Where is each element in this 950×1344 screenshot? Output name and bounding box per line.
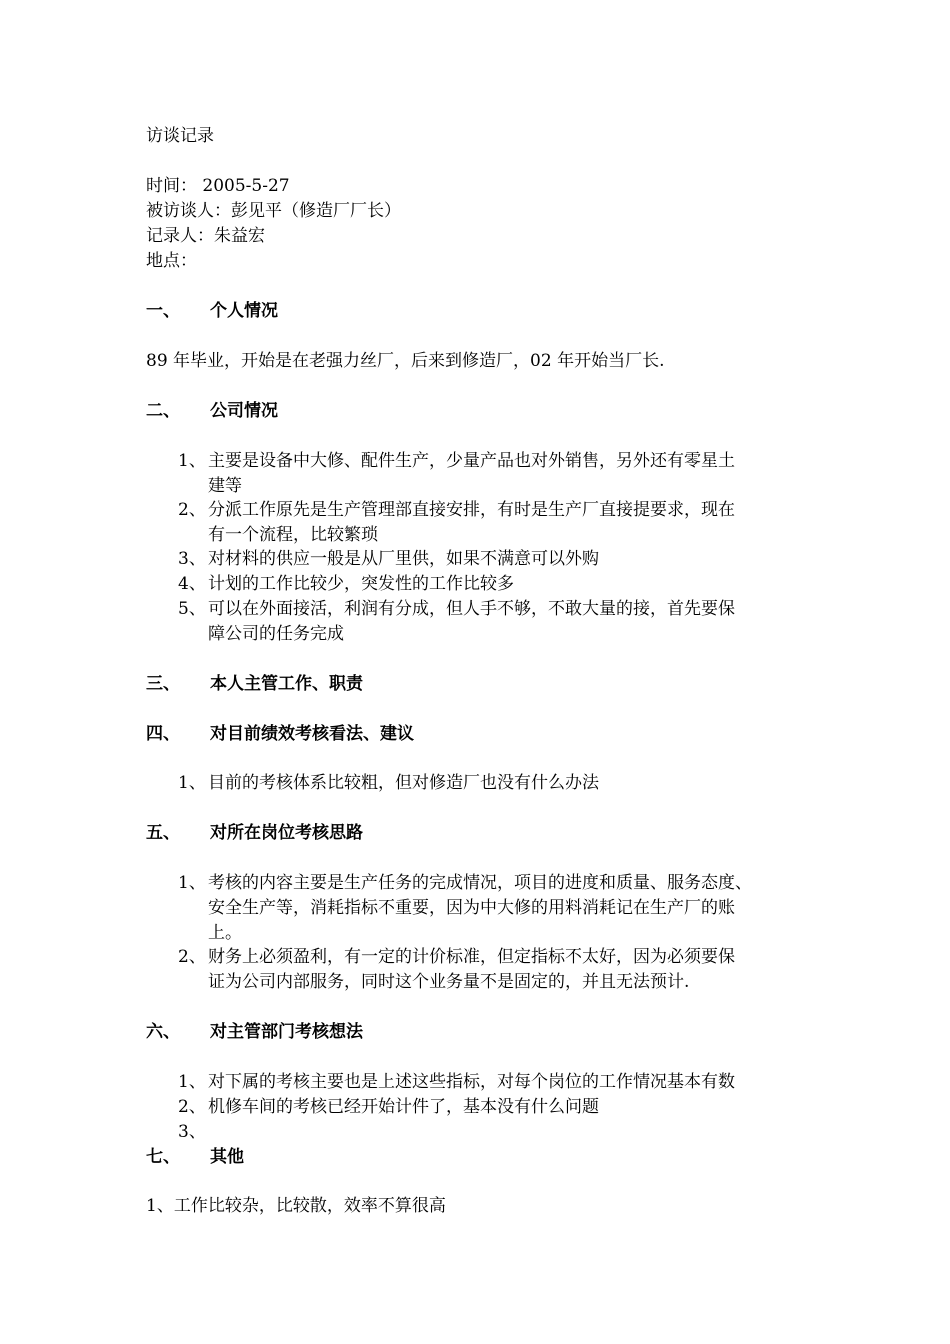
section-1-text: 89 年毕业，开始是在老强力丝厂，后来到修造厂，02 年开始当厂长. [146,351,665,371]
meta-interviewee: 被访谈人：彭见平（修造厂厂长） [146,201,401,221]
list-line: 主要是设备中大修、配件生产，少量产品也对外销售，另外还有零星土 [208,451,735,471]
section-title: 公司情况 [210,401,278,421]
list-line: 对下属的考核主要也是上述这些指标，对每个岗位的工作情况基本有数 [208,1072,735,1092]
list-line: 对材料的供应一般是从厂里供，如果不满意可以外购 [208,549,599,569]
list-item [178,871,828,946]
list-line: 证为公司内部服务，同时这个业务量不是固定的，并且无法预计. [208,972,690,992]
section-number: 六、 [146,1022,180,1042]
list-line: 目前的考核体系比较粗，但对修造厂也没有什么办法 [208,773,599,793]
list-line: 安全生产等，消耗指标不重要，因为中大修的用料消耗记在生产厂的账 [208,898,735,918]
section-title: 个人情况 [210,301,278,321]
section-number: 一、 [146,301,180,321]
list-number: 1、 [178,773,206,793]
section-heading-6 [146,1020,363,1045]
section-title: 对主管部门考核想法 [210,1022,363,1042]
section-title: 对所在岗位考核思路 [210,823,363,843]
list-item [178,547,828,572]
meta-location: 地点： [146,251,197,271]
section-heading-1 [146,299,278,324]
section-title: 本人主管工作、职责 [210,674,363,694]
list-number: 3、 [178,549,206,569]
list-number: 2、 [178,500,206,520]
list-line: 财务上必须盈利，有一定的计价标准，但定指标不太好，因为必须要保 [208,947,735,967]
section-number: 七、 [146,1147,180,1167]
list-item [178,945,828,995]
list-item [178,1070,828,1095]
list-line: 可以在外面接活，利润有分成，但人手不够，不敢大量的接，首先要保 [208,599,735,619]
list-number: 2、 [178,1097,206,1117]
list-line: 障公司的任务完成 [208,624,344,644]
document-title: 访谈记录 [146,126,214,146]
list-number: 2、 [178,947,206,967]
list-number: 1、 [178,873,206,893]
section-number: 五、 [146,823,180,843]
list-item [178,1095,828,1120]
list-item [178,449,828,499]
section-number: 二、 [146,401,180,421]
section-number: 三、 [146,674,180,694]
section-7-text: 1、工作比较杂，比较散，效率不算很高 [146,1196,446,1216]
list-line: 机修车间的考核已经开始计件了，基本没有什么问题 [208,1097,599,1117]
list-item [178,1120,828,1145]
list-item [178,498,828,548]
meta-recorder: 记录人：朱益宏 [146,226,265,246]
section-heading-2 [146,399,278,424]
section-heading-5 [146,821,363,846]
section-number: 四、 [146,724,180,744]
list-number: 3、 [178,1122,206,1142]
list-line: 有一个流程，比较繁琐 [208,525,378,545]
section-heading-7 [146,1145,244,1170]
list-line: 分派工作原先是生产管理部直接安排，有时是生产厂直接提要求，现在 [208,500,735,520]
list-number: 5、 [178,599,206,619]
list-line: 计划的工作比较少，突发性的工作比较多 [208,574,514,594]
list-line: 上。 [208,923,242,943]
section-title: 对目前绩效考核看法、建议 [210,724,414,744]
section-heading-4 [146,722,414,747]
list-number: 4、 [178,574,206,594]
list-item [178,597,828,647]
list-number: 1、 [178,1072,206,1092]
meta-time: 时间： 2005-5-27 [146,176,290,196]
list-number: 1、 [178,451,206,471]
list-item [178,572,828,597]
list-line: 考核的内容主要是生产任务的完成情况，项目的进度和质量、服务态度、 [208,873,752,893]
section-title: 其他 [210,1147,244,1167]
list-line: 建等 [208,476,242,496]
list-item [178,771,828,796]
section-heading-3 [146,672,363,697]
